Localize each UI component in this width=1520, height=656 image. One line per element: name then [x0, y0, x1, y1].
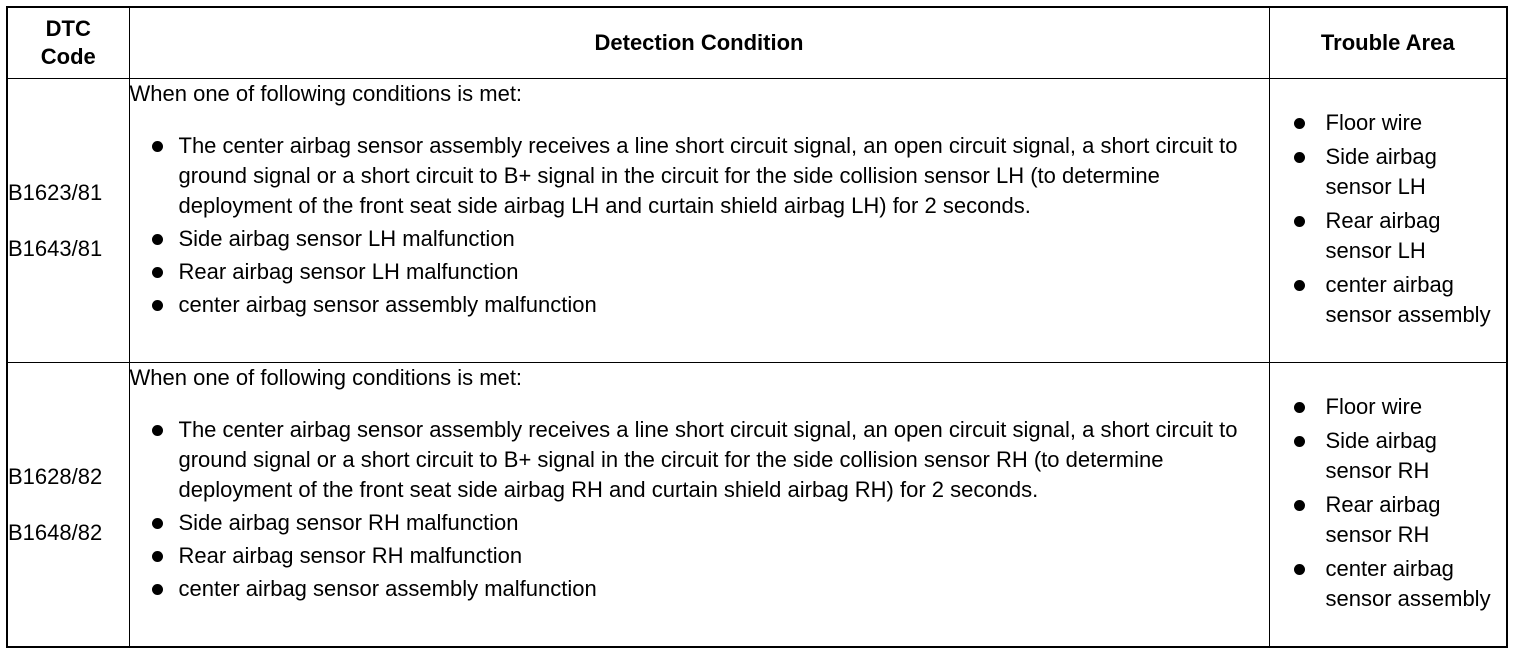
condition-item — [130, 224, 1269, 254]
dtc-code: B1623/81 — [8, 179, 103, 205]
detection-condition-cell — [129, 79, 1269, 363]
dtc-code: B1643/81 — [8, 235, 103, 261]
condition-list — [130, 415, 1269, 604]
condition-item — [130, 574, 1269, 604]
condition-item — [130, 290, 1269, 320]
condition-text: center airbag sensor assembly malfunction — [178, 576, 597, 602]
trouble-area-item — [1270, 108, 1507, 138]
trouble-area-item — [1270, 426, 1507, 486]
trouble-area-text: Side airbag sensor LH — [1325, 143, 1437, 199]
condition-text: center airbag sensor assembly malfunction — [178, 292, 597, 317]
trouble-area-text: center airbag sensor assembly — [1325, 271, 1491, 327]
table-row — [7, 79, 1507, 363]
condition-text: The center airbag sensor assembly receives a line short circuit signal, an open circuit signal, a short circuit to ground signal or a short circuit to B+ signal in the circuit for the side collision sensor LH (to determine deployment of the front seat side airbag LH and curtain shield airbag LH) for 2 seconds. — [178, 133, 1238, 218]
bullet-icon — [1294, 402, 1305, 413]
bullet-icon — [152, 518, 163, 529]
condition-intro: When one of following conditions is met: — [129, 81, 523, 106]
trouble-area-item — [1270, 270, 1507, 330]
bullet-icon — [152, 141, 163, 152]
trouble-area-item — [1270, 554, 1507, 614]
bullet-icon — [152, 267, 163, 278]
condition-item — [130, 257, 1269, 287]
bullet-icon — [152, 425, 163, 436]
dtc-code: B1648/82 — [8, 519, 103, 545]
trouble-area-text: center airbag sensor assembly — [1325, 555, 1491, 611]
condition-item — [130, 508, 1269, 538]
bullet-icon — [1294, 500, 1305, 511]
condition-text: Side airbag sensor LH malfunction — [178, 226, 515, 251]
condition-item — [130, 415, 1269, 505]
table-row — [7, 363, 1507, 647]
trouble-area-list — [1270, 108, 1507, 330]
trouble-area-list — [1270, 392, 1507, 614]
trouble-area-text: Floor wire — [1325, 109, 1423, 135]
header-dtc-code-line2: Code — [40, 44, 96, 69]
header-dtc-code — [7, 7, 129, 79]
trouble-area-text: Side airbag sensor RH — [1325, 427, 1437, 483]
dtc-table — [6, 6, 1508, 648]
header-detection-condition: Detection Condition — [129, 7, 1269, 79]
trouble-area-item — [1270, 206, 1507, 266]
trouble-area-item — [1270, 490, 1507, 550]
dtc-code-cell — [7, 79, 129, 363]
trouble-area-item — [1270, 392, 1507, 422]
condition-item — [130, 131, 1269, 221]
trouble-area-cell — [1269, 363, 1507, 647]
bullet-icon — [1294, 216, 1305, 227]
trouble-area-text: Rear airbag sensor LH — [1325, 207, 1441, 263]
condition-text: The center airbag sensor assembly receives a line short circuit signal, an open circuit signal, a short circuit to ground signal or a short circuit to B+ signal in the circuit for the side collision sensor RH (to determine deployment of the front seat side airbag RH and curtain shield airbag RH) for 2 seconds. — [178, 417, 1238, 503]
trouble-area-cell — [1269, 79, 1507, 363]
condition-list — [130, 131, 1269, 320]
bullet-icon — [1294, 436, 1305, 447]
bullet-icon — [152, 300, 163, 311]
dtc-code: B1628/82 — [8, 463, 103, 489]
bullet-icon — [1294, 152, 1305, 163]
bullet-icon — [1294, 564, 1305, 575]
condition-item — [130, 541, 1269, 571]
header-dtc-code-line1: DTC — [45, 16, 91, 41]
detection-condition-cell — [129, 363, 1269, 647]
dtc-code-cell — [7, 363, 129, 647]
condition-intro: When one of following conditions is met: — [129, 365, 523, 391]
trouble-area-text: Rear airbag sensor RH — [1325, 491, 1441, 547]
condition-text: Side airbag sensor RH malfunction — [178, 510, 519, 536]
trouble-area-item — [1270, 142, 1507, 202]
bullet-icon — [152, 234, 163, 245]
condition-text: Rear airbag sensor LH malfunction — [178, 259, 519, 284]
bullet-icon — [152, 551, 163, 562]
header-trouble-area: Trouble Area — [1269, 7, 1507, 79]
bullet-icon — [152, 584, 163, 595]
bullet-icon — [1294, 280, 1305, 291]
bullet-icon — [1294, 118, 1305, 129]
table-header-row — [7, 7, 1507, 79]
trouble-area-text: Floor wire — [1325, 393, 1423, 419]
condition-text: Rear airbag sensor RH malfunction — [178, 543, 523, 569]
